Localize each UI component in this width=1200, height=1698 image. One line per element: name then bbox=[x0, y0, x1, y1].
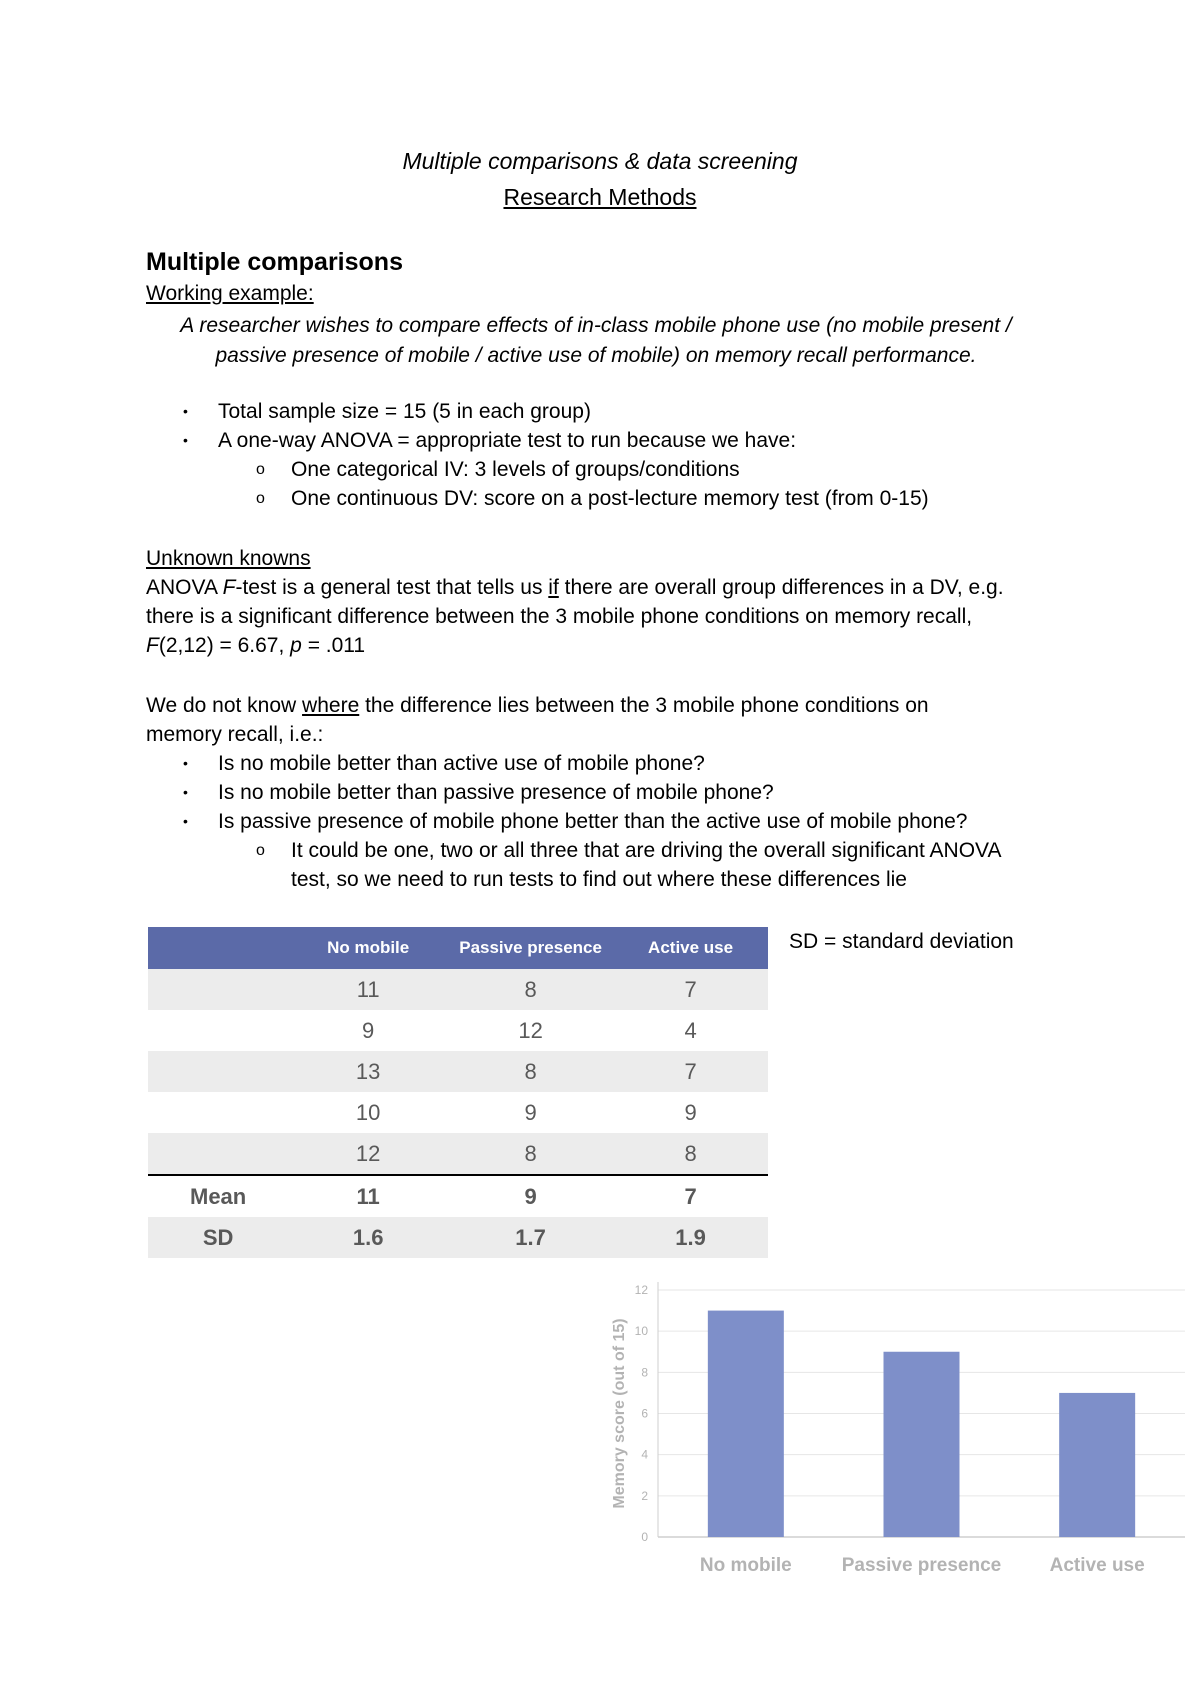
table-row bbox=[148, 969, 768, 1010]
table-cell: 12 bbox=[518, 1017, 543, 1043]
intro-paragraph bbox=[146, 311, 1046, 371]
scores-table bbox=[148, 927, 768, 1258]
anova-paragraph-line-3: F(2,12) = 6.67, p = .011 bbox=[146, 634, 366, 657]
bullet-item: Total sample size = 15 (5 in each group) bbox=[218, 400, 591, 423]
header-cell-no-mobile: No mobile bbox=[288, 927, 448, 969]
sd-label: SD bbox=[148, 1217, 288, 1258]
section-heading: Multiple comparisons bbox=[146, 248, 403, 276]
working-example-label: Working example: bbox=[146, 282, 314, 305]
table-header-row bbox=[148, 927, 768, 969]
anova-paragraph-line-1: ANOVA F-test is a general test that tells us if there are overall group differences in a DV, e.g. bbox=[146, 576, 1004, 599]
sub-bullet-marker: o bbox=[256, 461, 265, 478]
y-axis-label: Memory score (out of 15) bbox=[611, 1318, 628, 1509]
mean-active-use: 7 bbox=[613, 1175, 768, 1217]
sub-bullet-marker: o bbox=[256, 842, 265, 859]
mean-no-mobile: 11 bbox=[288, 1175, 448, 1217]
mean-row bbox=[148, 1175, 768, 1217]
table-row bbox=[148, 1133, 768, 1175]
sd-active-use: 1.9 bbox=[613, 1217, 768, 1258]
document-title: Multiple comparisons & data screening bbox=[402, 148, 798, 174]
bullet-marker: • bbox=[183, 813, 188, 829]
table-cell bbox=[148, 1010, 288, 1051]
bullet-item: A one-way ANOVA = appropriate test to run because we have: bbox=[218, 429, 797, 452]
sd-no-mobile: 1.6 bbox=[288, 1217, 448, 1258]
table-cell bbox=[148, 1092, 288, 1133]
table-cell: 7 bbox=[613, 1051, 768, 1092]
table-cell: 9 bbox=[684, 1099, 697, 1125]
anova-paragraph-line-2: there is a significant difference between the 3 mobile phone conditions on memory recall, bbox=[146, 605, 973, 628]
bullet-item: Is passive presence of mobile phone better than the active use of mobile phone? bbox=[218, 810, 968, 833]
where-paragraph-line-2: memory recall, i.e.: bbox=[146, 723, 324, 746]
table-cell: 10 bbox=[355, 1099, 381, 1125]
table-row bbox=[148, 1010, 768, 1051]
document-subtitle: Research Methods bbox=[503, 184, 697, 210]
table-cell: 8 bbox=[448, 969, 613, 1010]
table-cell: 8 bbox=[613, 1133, 768, 1175]
intro-line-2: passive presence of mobile / active use of mobile) on memory recall performance. bbox=[215, 344, 977, 367]
bullet-marker: • bbox=[183, 403, 188, 419]
x-tick-label: No mobile bbox=[699, 1555, 792, 1576]
unknown-knowns-heading: Unknown knowns bbox=[146, 547, 311, 570]
bullet-marker: • bbox=[183, 755, 188, 771]
table-cell: 9 bbox=[524, 1099, 537, 1125]
table-cell: 8 bbox=[448, 1051, 613, 1092]
bar-1 bbox=[884, 1352, 960, 1537]
header-cell-active-use: Active use bbox=[613, 927, 768, 969]
x-tick-label: Passive presence bbox=[841, 1555, 1002, 1576]
table-cell: 13 bbox=[288, 1051, 448, 1092]
y-tick-label: 4 bbox=[641, 1447, 648, 1462]
table-cell: 7 bbox=[613, 969, 768, 1010]
table-row bbox=[148, 1051, 768, 1092]
sub-bullet-item: It could be one, two or all three that are driving the overall significant ANOVA bbox=[291, 839, 1002, 862]
y-tick-label: 12 bbox=[634, 1283, 648, 1297]
header-cell-empty bbox=[148, 927, 288, 969]
intro-line-1: A researcher wishes to compare effects of in-class mobile phone use (no mobile present / bbox=[180, 314, 1012, 337]
table-cell bbox=[148, 1133, 288, 1175]
y-tick-label: 10 bbox=[634, 1324, 648, 1339]
table-cell: 8 bbox=[448, 1133, 613, 1175]
mean-passive-presence: 9 bbox=[448, 1175, 613, 1217]
table-cell: 12 bbox=[288, 1133, 448, 1175]
table-cell bbox=[148, 969, 288, 1010]
table-cell: 11 bbox=[288, 969, 448, 1010]
sub-bullet-item: One categorical IV: 3 levels of groups/conditions bbox=[291, 458, 740, 481]
x-tick-label: Active use bbox=[1049, 1555, 1145, 1576]
sd-row bbox=[148, 1217, 768, 1258]
y-tick-label: 2 bbox=[641, 1488, 648, 1503]
mean-label: Mean bbox=[148, 1175, 288, 1217]
memory-score-bar-chart bbox=[600, 1275, 1190, 1585]
sub-bullet-item-continued: test, so we need to run tests to find out where these differences lie bbox=[291, 868, 907, 891]
where-paragraph-line-1: We do not know where the difference lies between the 3 mobile phone conditions on bbox=[146, 694, 929, 717]
table-cell: 4 bbox=[684, 1017, 697, 1043]
y-tick-label: 8 bbox=[641, 1365, 648, 1380]
sd-passive-presence: 1.7 bbox=[448, 1217, 613, 1258]
bar-0 bbox=[708, 1311, 784, 1537]
sd-definition-note: SD = standard deviation bbox=[789, 930, 1014, 953]
header-cell-passive-presence: Passive presence bbox=[448, 927, 613, 969]
sub-bullet-item: One continuous DV: score on a post-lecture memory test (from 0-15) bbox=[291, 487, 929, 510]
bullet-marker: • bbox=[183, 784, 188, 800]
table-cell: 9 bbox=[362, 1017, 375, 1043]
sub-bullet-marker: o bbox=[256, 490, 265, 507]
y-tick-label: 0 bbox=[641, 1530, 648, 1544]
y-tick-label: 6 bbox=[641, 1406, 648, 1421]
bar-2 bbox=[1059, 1393, 1135, 1537]
table-cell bbox=[148, 1051, 288, 1092]
bullet-marker: • bbox=[183, 432, 188, 448]
table-row bbox=[148, 1092, 768, 1133]
bullet-item: Is no mobile better than active use of mobile phone? bbox=[218, 752, 705, 775]
bullet-item: Is no mobile better than passive presence of mobile phone? bbox=[218, 781, 774, 804]
